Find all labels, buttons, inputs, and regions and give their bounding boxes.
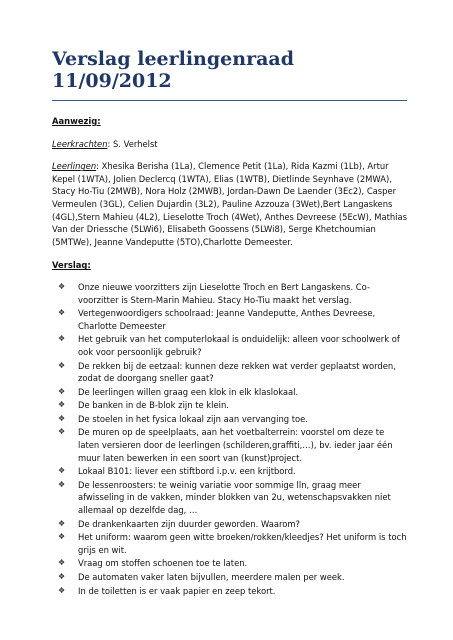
list-item-text: De stoelen in het fysica lokaal zijn aan vervanging toe.	[78, 413, 308, 424]
leerkrachten-paragraph	[52, 138, 407, 151]
list-item-text: Vraag om stoffen schoenen toe te laten.	[78, 558, 248, 569]
diamond-bullet-icon: ❖	[58, 386, 66, 396]
list-item	[52, 571, 407, 584]
list-item-text: Onze nieuwe voorzitters zijn Lieselotte Troch en Bert Langaskens. Co-voorzitter is Stern-Marin Mahieu. Stacy Ho-Tiu maakt het verslag.	[78, 281, 370, 305]
list-item	[52, 413, 407, 426]
diamond-bullet-icon: ❖	[58, 532, 66, 542]
list-item-text: De drankenkaarten zijn duurder geworden. Waarom?	[78, 518, 300, 529]
list-item-text: Vertegenwoordigers schoolraad: Jeanne Vandeputte, Anthes Devreese, Charlotte Demeester	[78, 308, 376, 331]
diamond-bullet-icon: ❖	[58, 400, 66, 410]
diamond-bullet-icon: ❖	[58, 466, 66, 476]
list-item	[52, 585, 407, 598]
diamond-bullet-icon: ❖	[58, 558, 66, 568]
diamond-bullet-icon: ❖	[58, 585, 66, 595]
diamond-bullet-icon: ❖	[58, 572, 66, 581]
list-item	[52, 479, 407, 517]
list-item	[52, 557, 407, 570]
list-item	[52, 386, 407, 399]
leerlingen-label: Leerlingen	[52, 161, 97, 172]
leerlingen-paragraph	[52, 160, 407, 248]
diamond-bullet-icon: ❖	[58, 427, 66, 437]
list-item-text: In de toiletten is er vaak papier en zeep tekort.	[78, 585, 276, 596]
list-item	[52, 465, 407, 478]
diamond-bullet-icon: ❖	[58, 334, 66, 344]
list-item-text: De automaten vaker laten bijvullen, meerdere malen per week.	[78, 572, 345, 582]
diamond-bullet-icon: ❖	[58, 308, 66, 318]
list-item	[52, 333, 407, 358]
diamond-bullet-icon: ❖	[58, 281, 66, 291]
list-item-text: De banken in de B-blok zijn te klein.	[78, 400, 229, 411]
list-item-text: Het gebruik van het computerlokaal is onduidelijk: alleen voor schoolwerk of ook voor persoonlijk gebruik?	[78, 334, 400, 357]
leerkrachten-label: Leerkrachten	[52, 138, 108, 149]
aanwezig-heading: Aanwezig:	[52, 116, 101, 126]
list-item	[52, 518, 407, 531]
leerlingen-text: : Xhesika Berisha (1La), Clemence Petit (1La), Rida Kazmi (1Lb), Artur Kepel (1WTA), Jolien Declercq (1WTA), Elias (1WTB), Dietlinde Seynhave (2MWA), Stacy Ho-Tiu (2MWB), Nora Holz (2MWB), Jordan-Dawn De Laender (3Ec2), Casper Vermeulen (3GL), Celien Dujardin (3L2), Pauline Azzouza (3Wet),Bert Langaskens (4GL),Stern Mahieu (4L2), Lieselotte Troch (4Wet), Anthes Devreese (5EcW), Mathias Van der Driessche (5LWi6), Elisabeth Goossens (5LWi8), Serge Khetchoumian (5MTWe), Jeanne Vandeputte (5TO),Charlotte Demeester.	[52, 161, 407, 247]
verslag-list	[52, 281, 407, 597]
list-item-text: De lessenroosters: te weinig variatie voor sommige lln, graag meer afwisseling in de vakken, minder blokken van 2u, wetenschapsvakken niet allemaal op dezelfde dag, …	[78, 479, 391, 516]
list-item-text: De leerlingen willen graag een klok in elk klaslokaal.	[78, 386, 299, 397]
list-item	[52, 281, 407, 306]
list-item	[52, 426, 407, 464]
list-item-text: Het uniform: waarom geen witte broeken/rokken/kleedjes? Het uniform is toch grijs en wit.	[78, 532, 407, 555]
diamond-bullet-icon: ❖	[58, 413, 66, 423]
verslag-heading: Verslag:	[52, 260, 91, 271]
list-item	[52, 360, 407, 385]
diamond-bullet-icon: ❖	[58, 518, 66, 528]
list-item-text: Lokaal B101: liever een stiftbord i.p.v. een krijtbord.	[78, 466, 296, 477]
page-title: Verslag leerlingenraad 11/09/2012	[52, 48, 407, 101]
list-item	[52, 531, 407, 556]
list-item-text: De muren op de speelplaats, aan het voetbalterrein: voorstel om deze te laten versieren door de leerlingen (schilderen,graffiti,…), bv. ieder jaar één muur laten bewerken in een soort van (kunst)project.	[78, 427, 393, 463]
list-item	[52, 307, 407, 332]
diamond-bullet-icon: ❖	[58, 479, 66, 489]
list-item-text: De rekken bij de eetzaal: kunnen deze rekken wat verder geplaatst worden, zodat de doorgang sneller gaat?	[78, 360, 396, 384]
diamond-bullet-icon: ❖	[58, 360, 66, 370]
leerkrachten-text: : S. Verhelst	[107, 138, 158, 149]
list-item	[52, 399, 407, 412]
